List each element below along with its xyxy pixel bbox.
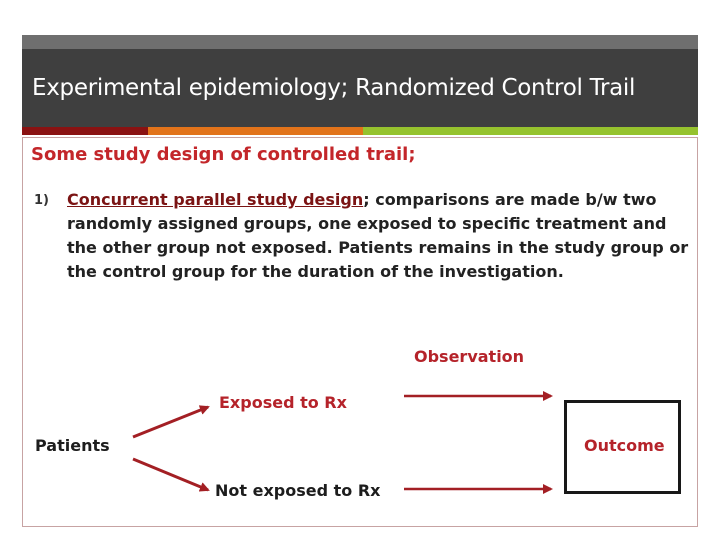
arrow-patients-to-exposed	[133, 407, 208, 437]
arrow-patients-to-not-exposed	[133, 459, 208, 490]
outcome-label: Outcome	[584, 436, 665, 455]
list-item-body: ; comparisons are made b/w two randomly assigned groups, one exposed to specific treatment and the other group not exposed. Patients remains in the study group or the control group for the duration of the investigation.	[67, 190, 689, 281]
study-design-link[interactable]: Concurrent parallel study design	[67, 190, 364, 209]
not-exposed-label: Not exposed to Rx	[215, 481, 381, 500]
exposed-label: Exposed to Rx	[219, 393, 347, 412]
patients-label: Patients	[35, 436, 110, 455]
slide-title: Experimental epidemiology; Randomized Control Trail	[32, 75, 636, 101]
observation-label: Observation	[414, 347, 525, 366]
list-item-number: 1)	[34, 193, 49, 208]
slide-subtitle: Some study design of controlled trail;	[31, 144, 416, 165]
